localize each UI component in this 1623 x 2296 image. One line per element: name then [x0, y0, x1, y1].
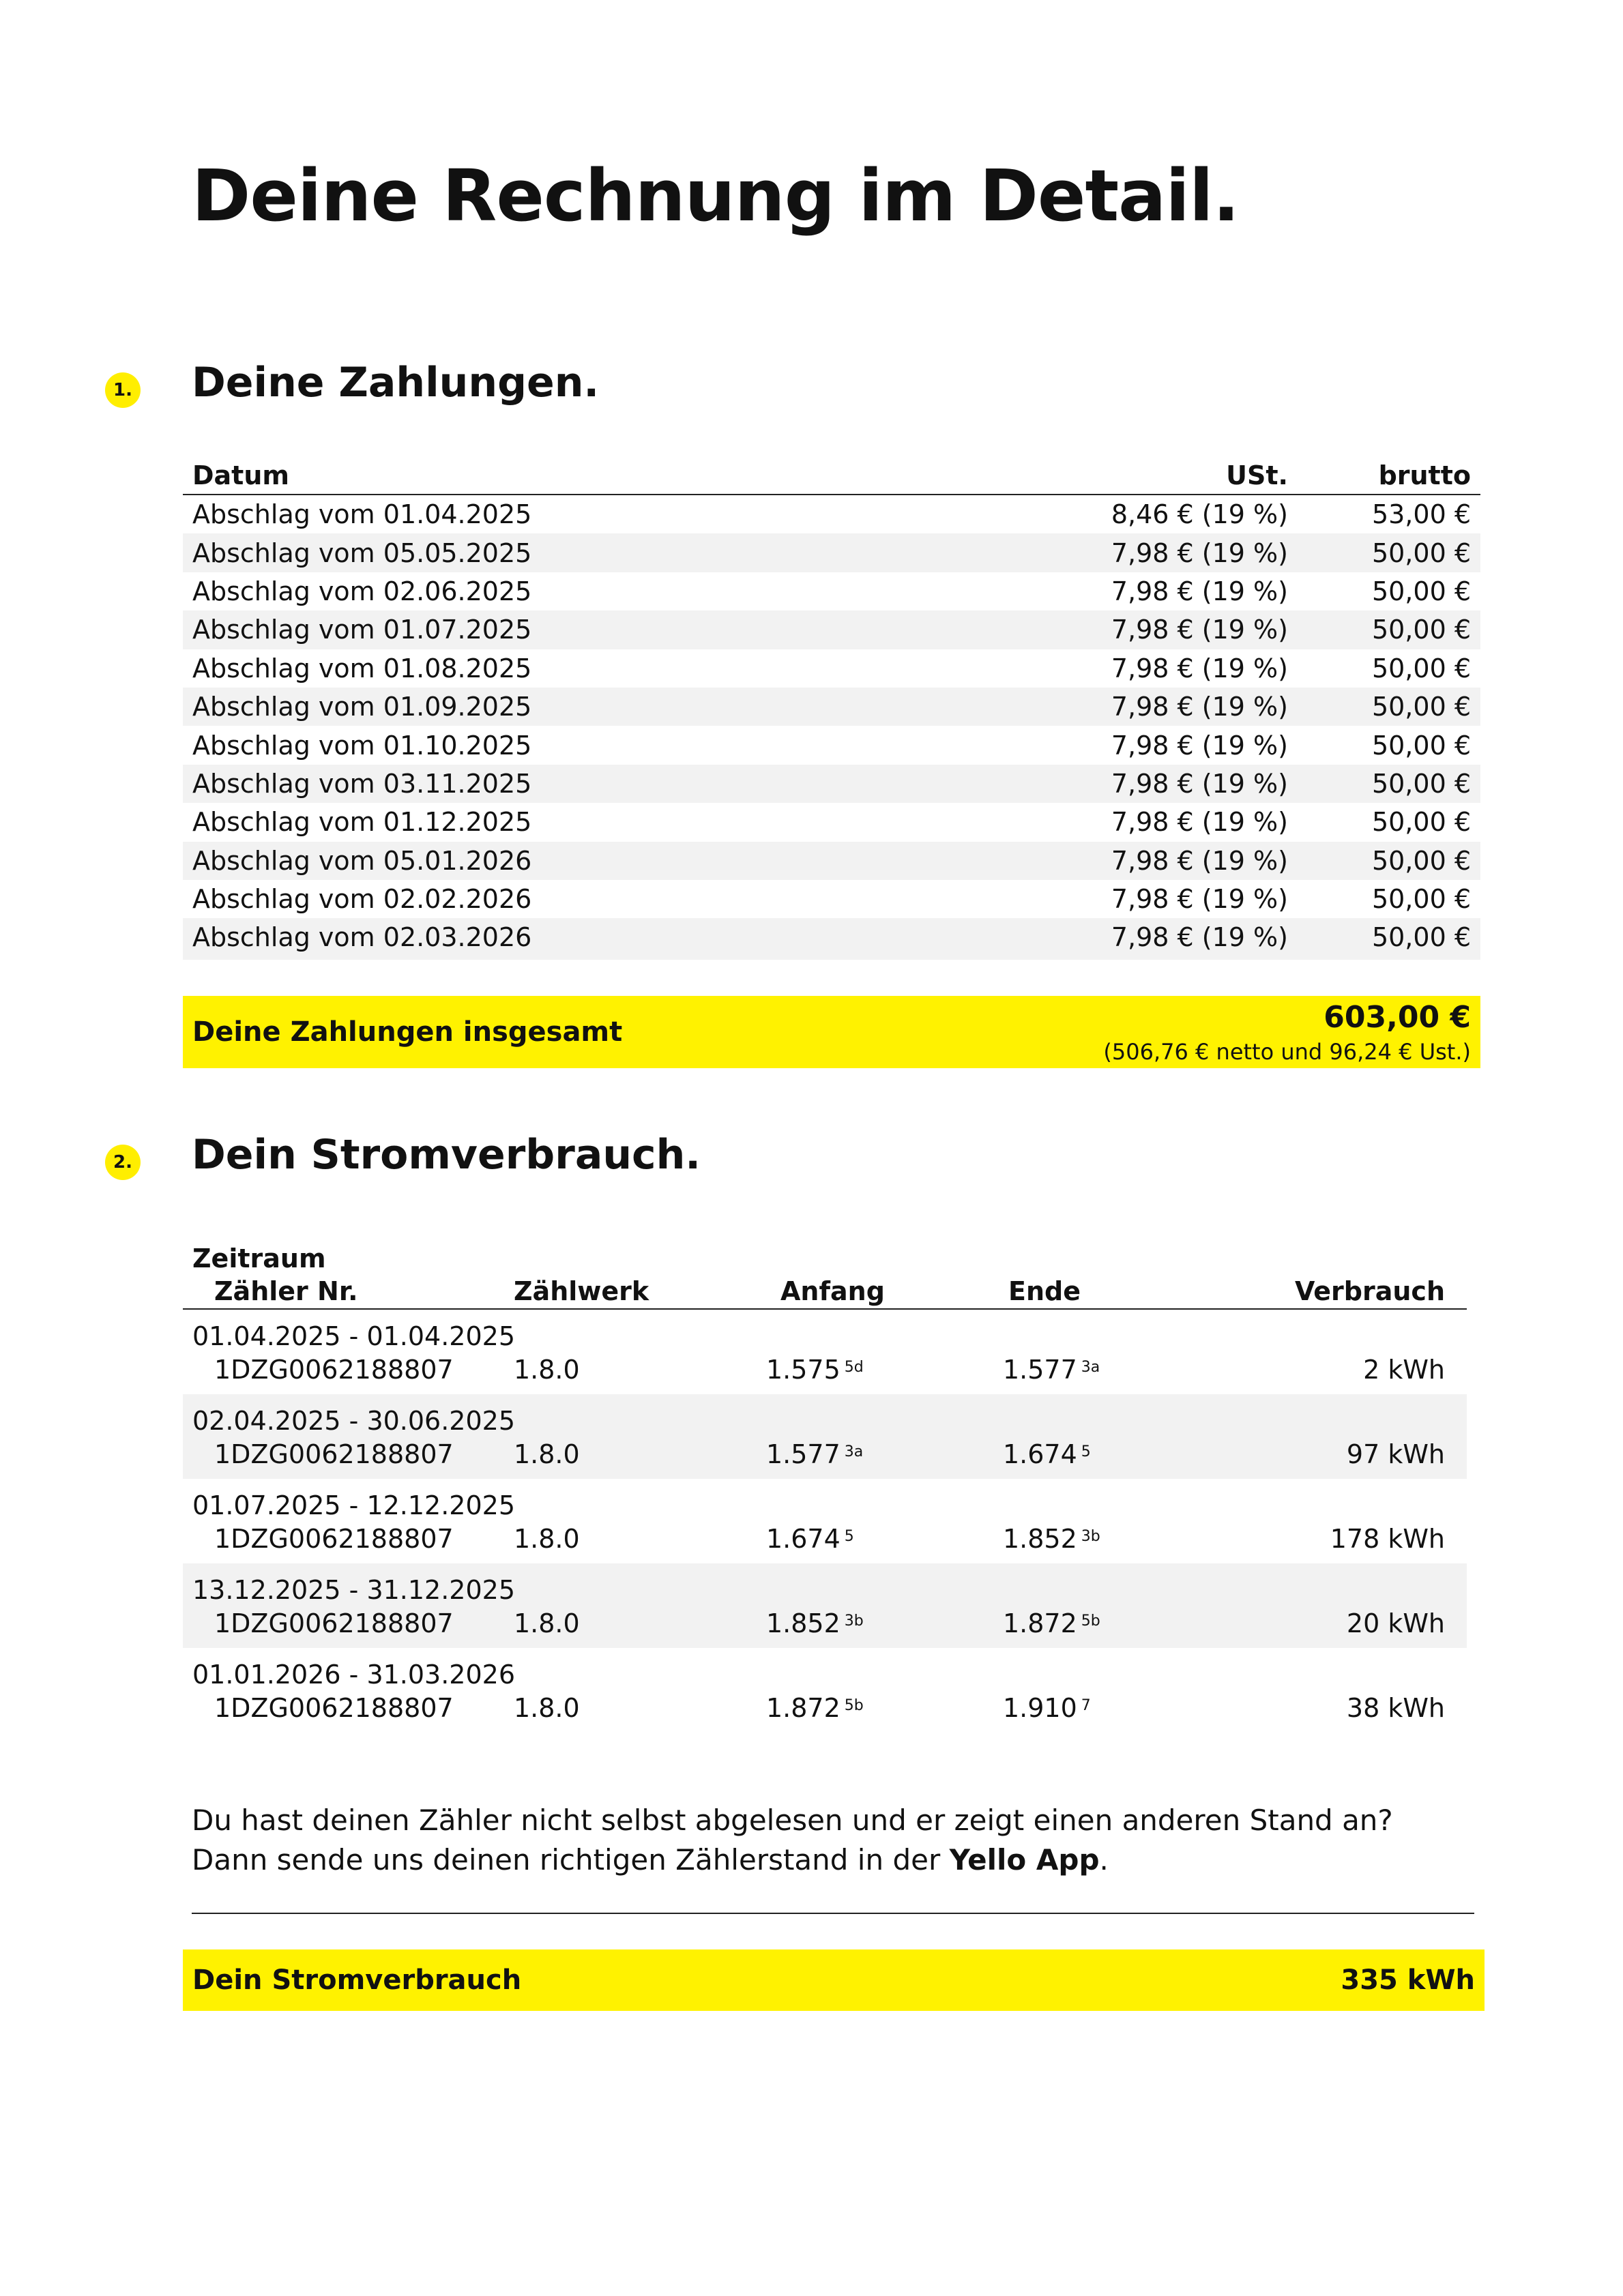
payment-row	[183, 765, 1480, 803]
consumption-row	[183, 1394, 1467, 1479]
yello-app-link[interactable]: Yello App	[949, 1843, 1100, 1876]
reading-start-note: 3b	[844, 1613, 864, 1630]
consumption-usage: 20 kWh	[1346, 1608, 1445, 1638]
consumption-row	[183, 1563, 1467, 1648]
payment-rows	[183, 495, 1480, 960]
payment-vat: 7,98 € (19 %)	[1111, 922, 1288, 953]
consumption-table-header	[183, 1271, 1467, 1310]
reading-end: 1.577 $^{3a}$	[1003, 1355, 1100, 1385]
payment-vat: 7,98 € (19 %)	[1111, 845, 1288, 876]
payment-row	[183, 688, 1480, 726]
payment-row	[183, 842, 1480, 880]
consumption-rows	[183, 1310, 1467, 1733]
consumption-total-bar	[183, 1949, 1485, 2011]
reading-end: 1.852 $^{3b}$	[1003, 1524, 1100, 1554]
payments-total-values	[1103, 1000, 1471, 1065]
reading-start: 1.674 $^5$	[766, 1524, 854, 1554]
reading-start-note: 5b	[844, 1697, 864, 1714]
consumption-period: 01.07.2025 - 12.12.2025	[192, 1490, 516, 1520]
meter-number: 1DZG0062188807	[214, 1439, 454, 1469]
payment-vat: 7,98 € (19 %)	[1111, 538, 1288, 568]
payments-total-label: Deine Zahlungen insgesamt	[192, 1016, 623, 1048]
meter-register: 1.8.0	[514, 1355, 580, 1385]
reading-start: 1.852 $^{3b}$	[766, 1608, 864, 1638]
reading-start-note: 5	[844, 1528, 854, 1545]
column-header-date: Datum	[192, 460, 289, 490]
payment-vat: 7,98 € (19 %)	[1111, 615, 1288, 645]
column-header-period: Zeitraum	[192, 1243, 326, 1274]
payment-vat: 7,98 € (19 %)	[1111, 653, 1288, 683]
payment-gross: 50,00 €	[1371, 538, 1471, 568]
meter-number: 1DZG0062188807	[214, 1693, 454, 1723]
payment-vat: 7,98 € (19 %)	[1111, 807, 1288, 838]
consumption-usage: 38 kWh	[1346, 1693, 1445, 1723]
payment-gross: 53,00 €	[1371, 499, 1471, 530]
consumption-period: 01.01.2026 - 31.03.2026	[192, 1660, 516, 1690]
consumption-total-value: 335 kWh	[1341, 1964, 1475, 1996]
payment-row	[183, 533, 1480, 572]
reading-start: 1.872 $^{5b}$	[766, 1693, 864, 1723]
payment-gross: 50,00 €	[1371, 845, 1471, 876]
consumption-usage: 97 kWh	[1346, 1439, 1445, 1469]
payment-row	[183, 495, 1480, 533]
payment-vat: 7,98 € (19 %)	[1111, 730, 1288, 761]
payments-total-bar	[183, 996, 1480, 1068]
payment-date: Abschlag vom 03.11.2025	[192, 768, 532, 799]
consumption-period: 02.04.2025 - 30.06.2025	[192, 1406, 516, 1436]
payment-gross: 50,00 €	[1371, 615, 1471, 645]
consumption-total-label: Dein Stromverbrauch	[192, 1964, 522, 1996]
payment-vat: 8,46 € (19 %)	[1111, 499, 1288, 530]
payment-gross: 50,00 €	[1371, 922, 1471, 953]
reading-end-note: 7	[1081, 1697, 1091, 1714]
consumption-period: 01.04.2025 - 01.04.2025	[192, 1321, 516, 1351]
reading-start-note: 5d	[844, 1359, 864, 1376]
payment-gross: 50,00 €	[1371, 692, 1471, 722]
meter-register: 1.8.0	[514, 1608, 580, 1638]
meter-number: 1DZG0062188807	[214, 1355, 454, 1385]
section-number-badge: 2.	[105, 1145, 141, 1180]
payment-date: Abschlag vom 05.01.2026	[192, 845, 532, 876]
meter-number: 1DZG0062188807	[214, 1608, 454, 1638]
payment-date: Abschlag vom 01.10.2025	[192, 730, 532, 761]
payments-total-note: (506,76 € netto und 96,24 € Ust.)	[1103, 1038, 1471, 1065]
row-spacer	[183, 957, 1480, 960]
payment-gross: 50,00 €	[1371, 768, 1471, 799]
meter-number: 1DZG0062188807	[214, 1524, 454, 1554]
payment-gross: 50,00 €	[1371, 653, 1471, 683]
payment-date: Abschlag vom 02.03.2026	[192, 922, 532, 953]
payment-date: Abschlag vom 01.07.2025	[192, 615, 532, 645]
column-header-meter: Zähler Nr.	[214, 1276, 358, 1306]
payment-date: Abschlag vom 01.12.2025	[192, 807, 532, 838]
payment-date: Abschlag vom 02.02.2026	[192, 884, 532, 915]
reading-end: 1.674 $^5$	[1003, 1439, 1091, 1469]
meter-register: 1.8.0	[514, 1439, 580, 1469]
column-header-end: Ende	[1008, 1276, 1081, 1306]
consumption-row	[183, 1479, 1467, 1563]
meter-reading-note: Du hast deinen Zähler nicht selbst abgelesen und er zeigt einen anderen Stand an? Dann sende uns deinen richtigen Zählerstand in der Yello App.	[192, 1804, 1393, 1876]
payment-row	[183, 610, 1480, 649]
reading-start: 1.577 $^{3a}$	[766, 1439, 864, 1469]
column-header-gross: brutto	[1378, 460, 1471, 490]
payment-vat: 7,98 € (19 %)	[1111, 768, 1288, 799]
section-title-payments: Deine Zahlungen.	[192, 359, 600, 407]
payment-date: Abschlag vom 01.08.2025	[192, 653, 532, 683]
payment-vat: 7,98 € (19 %)	[1111, 576, 1288, 606]
payment-row	[183, 649, 1480, 688]
meter-register: 1.8.0	[514, 1693, 580, 1723]
payments-table-header	[183, 454, 1480, 495]
payment-vat: 7,98 € (19 %)	[1111, 692, 1288, 722]
consumption-row	[183, 1310, 1467, 1394]
consumption-table	[183, 1236, 1467, 1733]
payment-vat: 7,98 € (19 %)	[1111, 884, 1288, 915]
payment-row	[183, 803, 1480, 841]
column-header-vat: USt.	[1226, 460, 1288, 490]
reading-end-note: 3b	[1081, 1528, 1100, 1545]
payment-row	[183, 880, 1480, 918]
page-title: Deine Rechnung im Detail.	[192, 154, 1240, 237]
payment-gross: 50,00 €	[1371, 884, 1471, 915]
consumption-period: 13.12.2025 - 31.12.2025	[192, 1575, 516, 1605]
reading-end-note: 3a	[1081, 1359, 1100, 1376]
payment-gross: 50,00 €	[1371, 730, 1471, 761]
consumption-header-period-row	[183, 1236, 1467, 1274]
consumption-usage: 2 kWh	[1363, 1355, 1445, 1385]
payment-gross: 50,00 €	[1371, 576, 1471, 606]
payment-date: Abschlag vom 02.06.2025	[192, 576, 532, 606]
meter-register: 1.8.0	[514, 1524, 580, 1554]
consumption-row	[183, 1648, 1467, 1733]
section-number-badge: 1.	[105, 372, 141, 408]
column-header-start: Anfang	[780, 1276, 885, 1306]
reading-end-note: 5	[1081, 1443, 1091, 1460]
reading-start: 1.575 $^{5d}$	[766, 1355, 864, 1385]
payment-date: Abschlag vom 01.04.2025	[192, 499, 532, 530]
payment-row	[183, 918, 1480, 956]
section-title-consumption: Dein Stromverbrauch.	[192, 1131, 701, 1179]
column-header-usage: Verbrauch	[1294, 1276, 1445, 1306]
reading-end: 1.910 $^7$	[1003, 1693, 1091, 1723]
payment-date: Abschlag vom 01.09.2025	[192, 692, 532, 722]
reading-end: 1.872 $^{5b}$	[1003, 1608, 1100, 1638]
column-header-register: Zählwerk	[514, 1276, 649, 1306]
consumption-usage: 178 kWh	[1330, 1524, 1445, 1554]
payment-row	[183, 572, 1480, 610]
payment-gross: 50,00 €	[1371, 807, 1471, 838]
payments-total-amount: 603,00 €	[1324, 999, 1471, 1035]
reading-end-note: 5b	[1081, 1613, 1100, 1630]
divider	[192, 1913, 1474, 1914]
reading-start-note: 3a	[844, 1443, 864, 1460]
payment-date: Abschlag vom 05.05.2025	[192, 538, 532, 568]
payment-row	[183, 726, 1480, 764]
payments-table	[183, 454, 1480, 960]
